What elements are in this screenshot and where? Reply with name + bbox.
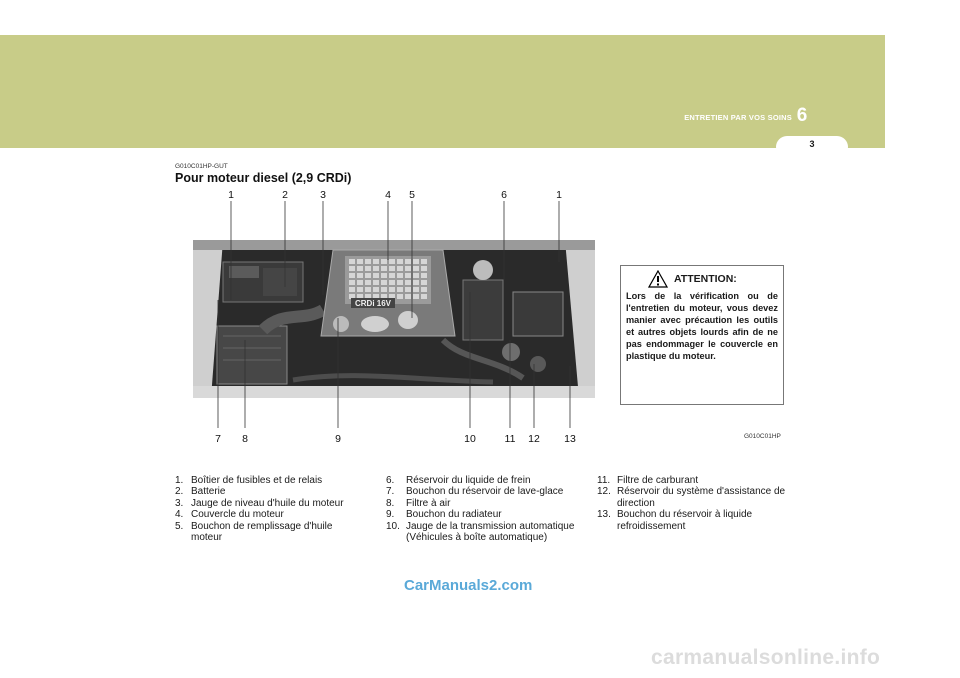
list-item: 5. Bouchon de remplissage d'huile moteur <box>175 520 333 544</box>
vent-cell <box>349 266 355 271</box>
vent-cell <box>421 287 427 292</box>
vent-cell <box>421 259 427 264</box>
list-item: 8. Filtre à air <box>386 497 451 509</box>
vent-cell <box>357 273 363 278</box>
warning-header <box>648 270 778 288</box>
list-item: 7. Bouchon du réservoir de lave-glace <box>386 486 564 498</box>
vent-cell <box>357 266 363 271</box>
callout-bottom-9: 9 <box>335 433 341 445</box>
list-item: 6. Réservoir du liquide de frein <box>386 475 531 486</box>
vent-cell <box>421 266 427 271</box>
vent-cell <box>365 287 371 292</box>
vent-cell <box>373 280 379 285</box>
watermark-link[interactable]: CarManuals2.com <box>404 577 533 594</box>
list-item: 12. Réservoir du système d'assistance de direction <box>597 486 786 509</box>
vent-cell <box>349 287 355 292</box>
vent-cell <box>405 280 411 285</box>
vent-cell <box>397 294 403 299</box>
vent-cell <box>389 259 395 264</box>
vent-cell <box>349 259 355 264</box>
warning-text: Lors de la vérification ou de l'entretien du moteur, vous devez manier avec précaution les outils et autres objets lourds afin de ne pas endommager le couvercle en plastique du moteur. <box>626 291 778 361</box>
footer-watermark: carmanualsonline.info <box>651 646 881 669</box>
vent-cell <box>373 266 379 271</box>
callout-bottom-11: 11 <box>504 433 516 445</box>
vent-cell <box>405 294 411 299</box>
figure-code: G010C01HP <box>744 433 781 440</box>
vent-cell <box>405 259 411 264</box>
vent-cell <box>357 259 363 264</box>
vent-cell <box>381 266 387 271</box>
vent-cell <box>365 280 371 285</box>
vent-cell <box>413 259 419 264</box>
chapter-label: ENTRETIEN PAR VOS SOINS <box>684 113 792 122</box>
warning-box <box>620 265 784 405</box>
vent-cell <box>373 273 379 278</box>
vent-cell <box>373 259 379 264</box>
vent-cell <box>389 280 395 285</box>
list-item: 4. Couvercle du moteur <box>175 509 284 521</box>
engine-bay-image <box>193 240 595 398</box>
vent-cell <box>413 273 419 278</box>
warning-title: ATTENTION: <box>674 273 737 285</box>
vent-cell <box>397 273 403 278</box>
list-item: 3. Jauge de niveau d'huile du moteur <box>175 497 344 509</box>
list-item: 9. Bouchon du radiateur <box>386 509 502 521</box>
vent-cell <box>397 287 403 292</box>
vent-cell <box>349 273 355 278</box>
vent-cell <box>381 273 387 278</box>
chapter-number: 6 <box>796 105 808 126</box>
engine-badge: CRDi 16V <box>355 299 392 308</box>
vent-cell <box>397 280 403 285</box>
list-item: 13. Bouchon du réservoir à liquide refroidissement <box>597 509 753 532</box>
vent-cell <box>373 287 379 292</box>
callout-top-2: 2 <box>282 189 288 201</box>
vent-cell <box>413 294 419 299</box>
callout-top-5: 5 <box>409 189 415 201</box>
callout-top-4: 4 <box>385 189 391 201</box>
vent-cell <box>381 287 387 292</box>
list-item: 2. Batterie <box>175 486 226 498</box>
vent-cell <box>405 273 411 278</box>
callout-top-6: 6 <box>501 189 507 201</box>
vent-cell <box>389 273 395 278</box>
callout-bottom-7: 7 <box>215 433 221 445</box>
vent-cell <box>405 266 411 271</box>
vent-cell <box>365 259 371 264</box>
callout-top-1b: 1 <box>556 189 562 201</box>
vent-cell <box>365 273 371 278</box>
callout-bottom-12: 12 <box>528 433 540 445</box>
vent-cell <box>389 287 395 292</box>
list-item: 11. Filtre de carburant <box>597 475 699 486</box>
vent-cell <box>405 287 411 292</box>
vent-cell <box>365 266 371 271</box>
vent-cell <box>413 287 419 292</box>
section-code: G010C01HP-GUT <box>175 163 228 170</box>
vent-cell <box>357 280 363 285</box>
vent-cell <box>413 266 419 271</box>
callout-bottom-8: 8 <box>242 433 248 445</box>
vent-cell <box>413 280 419 285</box>
vent-cell <box>397 266 403 271</box>
vent-cell <box>421 280 427 285</box>
callout-bottom-13: 13 <box>564 433 576 445</box>
vent-cell <box>421 273 427 278</box>
vent-cell <box>381 259 387 264</box>
vent-cell <box>397 259 403 264</box>
vent-cell <box>349 280 355 285</box>
vent-cell <box>421 294 427 299</box>
list-item: 10. Jauge de la transmission automatique (Véhicules à boîte automatique) <box>386 520 575 544</box>
page-number: 3 <box>776 136 848 158</box>
vent-cell <box>389 266 395 271</box>
parts-list-col2 <box>386 475 576 543</box>
vent-cell <box>357 287 363 292</box>
callout-top-1: 1 <box>228 189 234 201</box>
callout-bottom-10: 10 <box>464 433 476 445</box>
warning-triangle-icon <box>648 270 668 288</box>
callout-top-3: 3 <box>320 189 326 201</box>
page-title: Pour moteur diesel (2,9 CRDi) <box>175 171 352 185</box>
parts-list-col3 <box>597 475 787 532</box>
vent-cell <box>381 280 387 285</box>
list-item: 1. Boîtier de fusibles et de relais <box>175 475 323 486</box>
parts-list-col1 <box>175 475 365 543</box>
header-band <box>0 35 885 148</box>
